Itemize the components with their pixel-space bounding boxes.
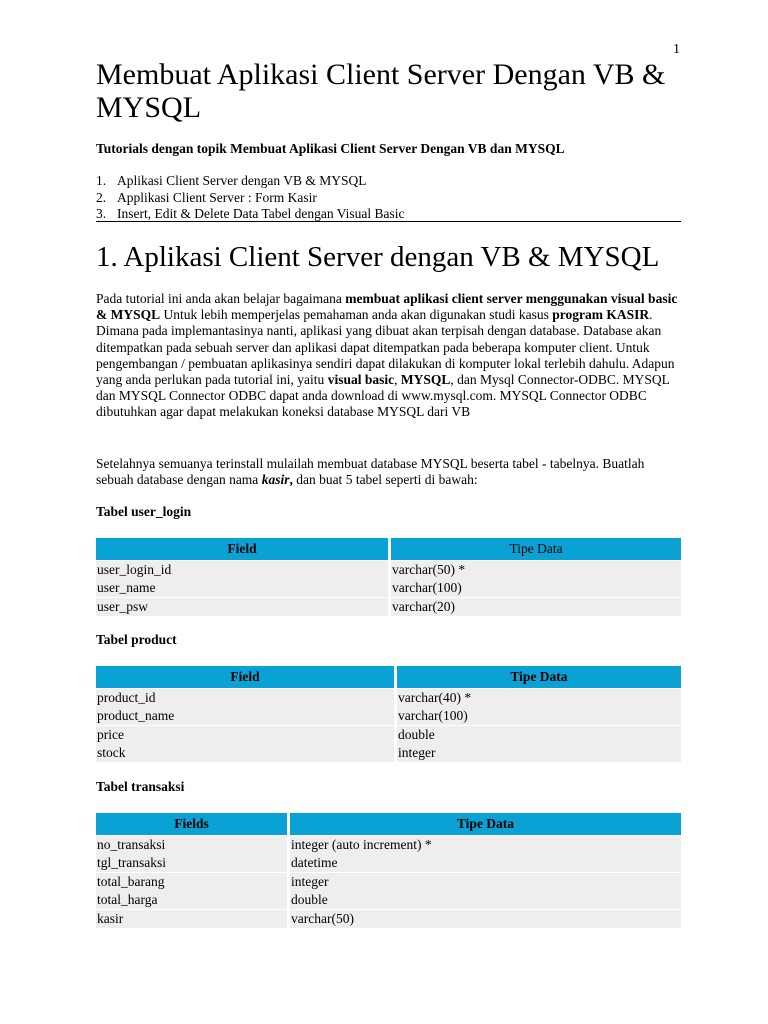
toc-item[interactable] — [96, 190, 681, 207]
table-cell: varchar(50) — [290, 910, 681, 928]
table-cell: integer (auto increment) * — [290, 836, 681, 854]
text: , — [394, 372, 401, 388]
table-cell: datetime — [290, 854, 681, 872]
table-cell: double — [290, 891, 681, 909]
table-cell: no_transaksi — [96, 836, 287, 854]
toc-item[interactable] — [96, 173, 681, 190]
table-cell: price — [96, 726, 394, 744]
table-cell: stock — [96, 744, 394, 762]
bold-text: membuat aplikasi client server menggunakan visual basic & MYSQL — [96, 291, 678, 323]
table-cell: integer — [397, 744, 681, 762]
text: Pada tutorial ini anda akan belajar bagaimana — [96, 291, 346, 306]
table-user-login — [96, 538, 681, 616]
bold-text: program KASIR — [552, 307, 650, 323]
table-row — [96, 561, 681, 579]
table-cell: varchar(20) — [391, 598, 681, 616]
intro-paragraph — [96, 291, 681, 421]
table-header-row — [96, 813, 681, 835]
column-header-field: Field — [96, 538, 388, 560]
column-header-type: Tipe Data — [397, 666, 681, 688]
table-cell: total_harga — [96, 891, 287, 909]
table-row — [96, 579, 681, 597]
table-row — [96, 854, 681, 872]
table-cell: varchar(40) * — [397, 689, 681, 707]
table-cell: total_barang — [96, 873, 287, 891]
table-row — [96, 726, 681, 744]
toc-number: 1. — [96, 173, 107, 188]
bold-text: visual basic — [327, 372, 395, 388]
table-row — [96, 910, 681, 928]
bold-text: MYSQL — [400, 372, 451, 388]
table-header-row — [96, 666, 681, 688]
table-cell: varchar(100) — [391, 579, 681, 597]
table-cell: integer — [290, 873, 681, 891]
divider — [96, 221, 681, 222]
table-header-row — [96, 538, 681, 560]
table-row — [96, 891, 681, 909]
table-cell: product_id — [96, 689, 394, 707]
table-title-user-login: Tabel user_login — [96, 504, 192, 519]
table-title-transaksi: Tabel transaksi — [96, 779, 185, 794]
table-cell: user_psw — [96, 598, 388, 616]
column-header-field: Fields — [96, 813, 287, 835]
intro-heading: Tutorials dengan topik Membuat Aplikasi Client Server Dengan VB dan MYSQL — [96, 141, 565, 156]
table-row — [96, 873, 681, 891]
bold-italic-text: kasir — [261, 472, 290, 488]
toc-number: 2. — [96, 189, 107, 205]
table-cell: tgl_transaksi — [96, 854, 287, 872]
page-title: Membuat Aplikasi Client Server Dengan VB & MYSQL — [96, 58, 666, 124]
table-row — [96, 689, 681, 707]
table-transaksi — [96, 813, 681, 928]
table-cell: user_login_id — [96, 561, 388, 579]
text: . Dimana pada implemantasinya nanti, aplikasi yang dibuat akan terpisah dengan database. Database akan ditempatkan pada sebuah server dan aplikasi dapat ditempatkan pada beberapa komputer client. Untuk pengembangan / pembuatan aplikasinya sendiri dapat dilakukan di komputer lokal terlebih dahulu. Adapun yang anda perlukan pada tutorial ini, yaitu — [96, 307, 675, 388]
section-title: 1. Aplikasi Client Server dengan VB & MYSQL — [96, 241, 660, 273]
page-number: 1 — [673, 42, 680, 57]
setup-paragraph — [96, 456, 681, 488]
toc-label: Insert, Edit & Delete Data Tabel dengan Visual Basic — [117, 206, 405, 221]
text: Untuk lebih memperjelas pemahaman anda akan digunakan studi kasus — [160, 307, 553, 323]
toc-label: Aplikasi Client Server dengan VB & MYSQL — [117, 173, 367, 188]
table-cell: product_name — [96, 707, 394, 725]
bold-text: , — [289, 472, 293, 488]
toc-label: Applikasi Client Server : Form Kasir — [117, 189, 317, 205]
table-of-contents — [96, 173, 681, 223]
text: Setelahnya semuanya terinstall mulailah membuat database MYSQL beserta tabel - tabelnya. Buatlah sebuah database dengan nama — [96, 456, 645, 488]
table-cell: varchar(50) * — [391, 561, 681, 579]
table-cell: varchar(100) — [397, 707, 681, 725]
toc-number: 3. — [96, 206, 107, 221]
table-row — [96, 836, 681, 854]
table-row — [96, 598, 681, 616]
table-cell: user_name — [96, 579, 388, 597]
table-cell: kasir — [96, 910, 287, 928]
text: dan buat 5 tabel seperti di bawah: — [292, 472, 478, 488]
text: , dan Mysql Connector-ODBC. MYSQL dan MYSQL Connector ODBC dapat anda download di www.mysql.com. MYSQL Connector ODBC dibutuhkan agar dapat melakukan koneksi database MYSQL dari VB — [96, 372, 670, 420]
table-row — [96, 707, 681, 725]
column-header-type: Tipe Data — [290, 813, 681, 835]
column-header-field: Field — [96, 666, 394, 688]
column-header-type: Tipe Data — [391, 538, 681, 560]
table-row — [96, 744, 681, 762]
table-cell: double — [397, 726, 681, 744]
table-title-product: Tabel product — [96, 632, 177, 647]
table-product — [96, 666, 681, 762]
